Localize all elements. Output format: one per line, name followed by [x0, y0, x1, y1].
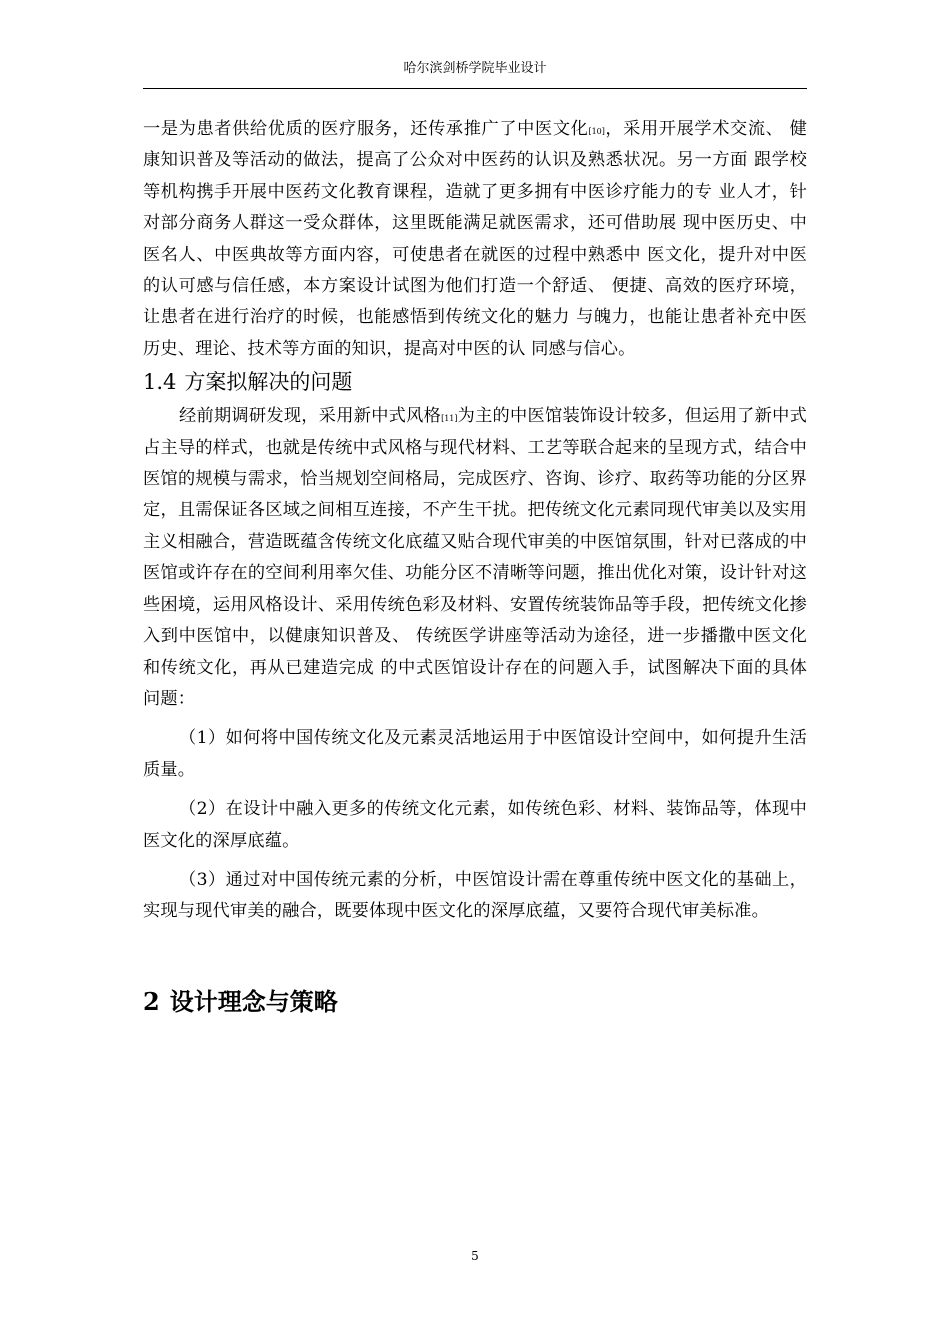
section-number: 1.4 — [143, 370, 177, 395]
citation-ref-10: [10] — [588, 127, 605, 136]
section-1-4-heading — [143, 367, 807, 397]
list-item-2: （2）在设计中融入更多的传统文化元素，如传统色彩、材料、装饰品等，体现中医文化的深厚底蕴。 — [143, 799, 807, 851]
page-number: 5 — [471, 1249, 479, 1263]
section-1-4-paragraph — [143, 401, 807, 715]
intro-paragraph — [143, 114, 807, 365]
intro-text-part2: ，采用开展学术交流、 健康知识普及等活动的做法，提高了公众对中医药的认识及熟悉状况。另一方面 跟学校等机构携手开展中医药文化教育课程，造就了更多拥有中医诊疗能力的专 业人才，针对部分商务人群这一受众群体，这里既能满足就医需求，还可借助展 现中医历史、中医名人、中医典故等方面内容，可使患者在就医的过程中熟悉中 医文化，提升对中医的认可感与信任感，本方案设计试图为他们打造一个舒适、 便捷、高效的医疗环境，让患者在进行治疗的时候，也能感悟到传统文化的魅力 与魄力，也能让患者补充中医历史、理论、技术等方面的知识，提高对中医的认 同感与信心。 — [143, 119, 807, 359]
section-title: 方案拟解决的问题 — [184, 370, 353, 395]
header-divider — [143, 88, 807, 89]
list-item-3: （3）通过对中国传统元素的分析，中医馆设计需在尊重传统中医文化的基础上，实现与现代审美的融合，既要体现中医文化的深厚底蕴，又要符合现代审美标准。 — [143, 869, 807, 922]
paragraph-text-part2: 为主的中医馆装饰设计较多，但运用了新中式占主导的样式，也就是传统中式风格与现代材料、工艺等联合起来的呈现方式，结合中医馆的规模与需求，恰当规划空间格局，完成医疗、咨询、诊疗、取药等功能的分区界定，且需保证各区域之间相互连接，不产生干扰。把传统文化元素同现代审美以及实用主义相融合，营造既蕴含传统文化底蕴又贴合现代审美的中医馆氛围，针对已落成的中医馆或许存在的空间利用率欠佳、功能分区不清晰等问题，推出优化对策，设计针对这些困境，运用风格设计、采用传统色彩及材料、安置传统装饰品等手段，把传统文化掺入到中医馆中，以健康知识普及、 传统医学讲座等活动为途径，进一步播撒中医文化和传统文化，再从已建造完成 的中式医馆设计存在的问题入手，试图解决下面的具体问题： — [143, 406, 807, 709]
chapter-number: 2 — [143, 986, 160, 1016]
section-2-heading — [143, 986, 807, 1018]
page-header: 哈尔滨剑桥学院毕业设计 — [403, 61, 547, 76]
chapter-title: 设计理念与策略 — [169, 987, 338, 1016]
list-item-1: （1）如何将中国传统文化及元素灵活地运用于中医馆设计空间中，如何提升生活质量。 — [143, 728, 807, 780]
paragraph-text-part1: 经前期调研发现，采用新中式风格 — [179, 406, 442, 427]
intro-text-part1: 一是为患者供给优质的医疗服务，还传承推广了中医文化 — [143, 119, 589, 139]
document-body — [143, 114, 807, 1018]
citation-ref-11: [11] — [441, 414, 458, 424]
